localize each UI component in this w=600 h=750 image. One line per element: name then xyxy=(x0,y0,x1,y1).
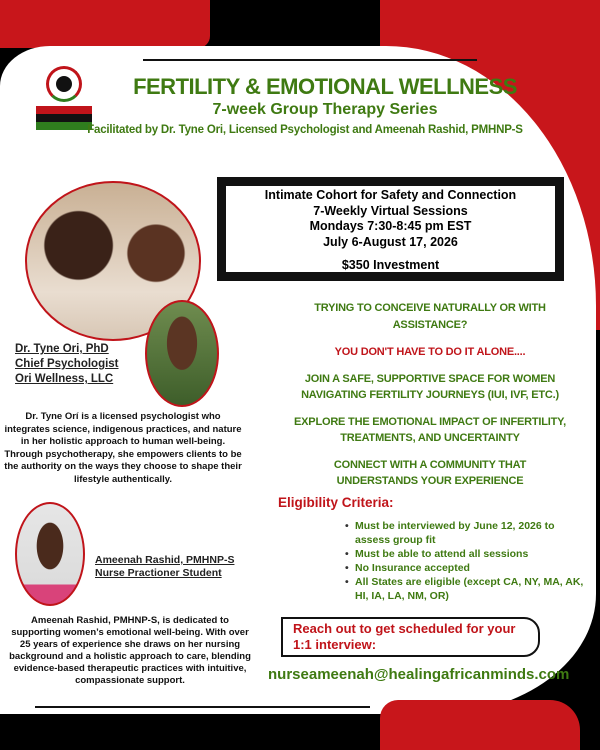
facilitators: Facilitated by Dr. Tyne Ori, Licensed Psychologist and Ameenah Rashid, PMHNP-S xyxy=(87,124,523,136)
info-line: Mondays 7:30-8:45 pm EST xyxy=(309,219,472,233)
ameenah-rashid-bio: Ameenah Rashid, PMHNP-S, is dedicated to supporting women’s emotional well-being. With over 25 years of experience she draws on her nursing background and a holistic approach to care, blending evidence-based therapeutic practices with intuitive, compassionate support. xyxy=(9,615,251,686)
ameenah-rashid-photo xyxy=(15,502,85,606)
pitch-line: JOIN A SAFE, SUPPORTIVE SPACE FOR WOMEN NAVIGATING FERTILITY JOURNEYS (IUI, IVF, ETC.) xyxy=(301,372,559,401)
eligibility-list xyxy=(345,519,585,603)
ameenah-rashid-credentials xyxy=(95,554,265,580)
eligibility-item: • All States are eligible (except CA, NY, MA, AK, HI, IA, LA, NM, OR) xyxy=(345,576,584,602)
presenter-title: Nurse Practioner Student xyxy=(95,567,222,579)
red-decoration-bottom xyxy=(380,700,580,750)
info-line: Intimate Cohort for Safety and Connection xyxy=(264,188,517,202)
dr-tyne-ori-photo xyxy=(145,300,219,407)
presenter-org: Ori Wellness, LLC xyxy=(15,373,114,385)
page-title: FERTILITY & EMOTIONAL WELLNESS xyxy=(133,74,517,99)
tree-icon xyxy=(46,66,82,102)
subtitle: 7-week Group Therapy Series xyxy=(212,101,438,118)
presenter-name: Ameenah Rashid, PMHNP-S xyxy=(95,554,235,566)
eligibility-text: Must be able to attend all sessions xyxy=(355,548,529,560)
dr-tyne-ori-credentials xyxy=(15,342,140,387)
presenter-name: Dr. Tyne Ori, PhD xyxy=(15,343,109,355)
contact-email-link[interactable]: nurseameenah@healingafricanminds.com xyxy=(268,666,570,683)
info-line: 7-Weekly Virtual Sessions xyxy=(313,203,468,218)
eligibility-item: • Must be interviewed by June 12, 2026 to assess group fit xyxy=(345,520,555,546)
session-info-box xyxy=(217,177,564,281)
eligibility-text: No Insurance accepted xyxy=(355,562,470,574)
eligibility-item: • No Insurance accepted xyxy=(345,562,470,574)
eligibility-text: All States are eligible (except CA, NY, MA, AK, HI, IA, LA, NM, OR) xyxy=(355,576,584,602)
pitch-line: EXPLORE THE EMOTIONAL IMPACT OF INFERTILITY, TREATMENTS, AND UNCERTAINTY xyxy=(294,415,566,444)
dr-tyne-ori-bio: Dr. Tyne Orí is a licensed psychologist who integrates science, indigenous practices, and nature in her holistic approach to human well-being. Through psychotherapy, she empowers clients to be the authority on the ways they choose to shape their lifestyle authentically. xyxy=(4,411,242,485)
pitch-line: TRYING TO CONCEIVE NATURALLY OR WITH ASSISTANCE? xyxy=(314,302,546,331)
info-line: July 6-August 17, 2026 xyxy=(323,234,458,249)
eligibility-item: • Must be able to attend all sessions xyxy=(345,548,529,560)
pitch-line: YOU DON'T HAVE TO DO IT ALONE.... xyxy=(334,346,526,358)
top-divider xyxy=(143,59,477,61)
eligibility-text: Must be interviewed by June 12, 2026 to assess group fit xyxy=(355,520,555,546)
red-decoration-top-left xyxy=(0,0,210,48)
pitch-section xyxy=(280,300,580,490)
contact-prompt-box: Reach out to get scheduled for your 1:1 interview: xyxy=(281,617,540,657)
bottom-divider xyxy=(35,706,370,708)
price: $350 Investment xyxy=(341,258,440,272)
eligibility-heading: Eligibility Criteria: xyxy=(278,495,394,510)
presenter-title: Chief Psychologist xyxy=(15,358,119,370)
pitch-line: CONNECT WITH A COMMUNITY THAT UNDERSTANDS YOUR EXPERIENCE xyxy=(333,458,527,487)
